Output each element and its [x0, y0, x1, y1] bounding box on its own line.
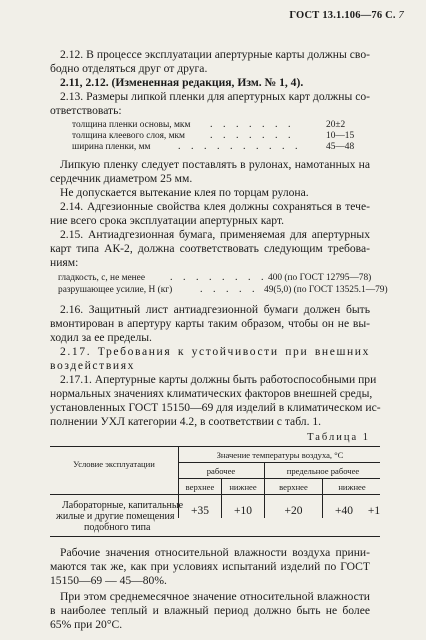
spec-label: гладкость, с, не менее: [58, 273, 146, 283]
table-cell: +10: [234, 505, 252, 517]
spec-label: разрушающее усилие, Н (кг): [58, 285, 173, 295]
text-line: 2.15. Антиадгезионная бумага, применяемая для апертурных: [60, 228, 370, 241]
lower-header: нижнее: [229, 482, 257, 492]
text-line: При этом среднемесячное значение относительной влажности: [60, 590, 370, 603]
page-number: 7: [398, 10, 404, 21]
section-heading: воздействиях: [50, 359, 136, 372]
leader-dots: . . . . . . . . . .: [178, 141, 302, 152]
text-line: ниям:: [50, 256, 79, 269]
text-line: 2.17.1. Апертурные карты должны быть работоспособными при: [60, 373, 377, 386]
spec-label: толщина клеевого слоя, мкм: [72, 131, 185, 141]
text-line: ходил за ее пределы.: [50, 331, 152, 344]
table-cell: +35: [191, 505, 209, 517]
text-line: карт типа АК-2, должна соответствовать следующим требова-: [50, 242, 370, 255]
table-rule: [178, 462, 380, 463]
leader-dots: . . . . . . .: [210, 130, 295, 141]
text-line: ответствовать:: [50, 104, 122, 117]
upper-header: верхнее: [185, 482, 215, 492]
text-line: 2.16. Защитный лист антиадгезионной бумаги должен быть: [60, 303, 370, 316]
text-line: ние всего срока эксплуатации апертурных карт.: [50, 214, 285, 227]
text-line: бодно отделяться друг от друга.: [50, 62, 208, 75]
leader-dots: . . . . . . .: [210, 119, 295, 130]
table-rule: [264, 462, 265, 518]
text-line: нормальных значениях климатических факторов внешней среды,: [50, 387, 373, 400]
amendment-note: 2.11, 2.12. (Измененная редакция, Изм. № 1, 4).: [60, 76, 304, 89]
table-cell: +40: [335, 505, 353, 517]
text-line: 2.12. В процессе эксплуатации апертурные карты должны сво-: [60, 48, 370, 61]
leader-dots: . . . . . . . .: [170, 272, 268, 283]
temperature-header: Значение температуры воздуха, °С: [216, 450, 344, 460]
table-rule: [322, 478, 323, 518]
table-rule: [50, 536, 380, 537]
table-rule: [221, 478, 222, 518]
upper-header: верхнее: [279, 482, 308, 492]
row-label: подобного типа: [84, 522, 151, 533]
table-rule: [178, 478, 380, 479]
text-line: вмонтирован в апертуру карты таким образом, чтобы он не вы-: [50, 317, 370, 330]
text-line: сердечник диаметром 25 мм.: [50, 172, 193, 185]
text-line: 2.14. Адгезионные свойства клея должны сохраняться в тече-: [60, 200, 370, 213]
text-line: 15150—69 — 45—80%.: [50, 574, 167, 587]
text-line: Не допускается вытекание клея по торцам рулона.: [60, 186, 309, 199]
table-rule: [50, 494, 380, 495]
text-line: установленных ГОСТ 15150—69 для изделий в климатическом ис-: [50, 401, 381, 414]
text-line: Рабочие значения относительной влажности воздуха прини-: [60, 546, 370, 559]
table-title: Таблица 1: [307, 432, 370, 443]
row-label: Лабораторные, капитальные: [62, 500, 184, 511]
table-cell: +1: [367, 505, 381, 517]
text-line: полнении УХЛ категории 4.2, в соответствии с табл. 1.: [50, 415, 322, 428]
spec-value: 45—48: [326, 142, 355, 152]
standard-number: ГОСТ 13.1.106—76 С.: [289, 10, 396, 21]
section-heading: 2.17. Требования к устойчивости при внешних: [60, 345, 370, 358]
condition-header: Условие эксплуатации: [73, 459, 155, 469]
spec-label: толщина пленки основы, мкм: [72, 120, 191, 130]
spec-label: ширина пленки, мм: [72, 142, 151, 152]
text-line: Липкую пленку следует поставлять в рулонах, намотанных на: [60, 158, 370, 171]
text-line: маются так же, как при условиях испытаний изделий по ГОСТ: [50, 560, 370, 573]
text-line: в наиболее теплый и влажный период должно быть не более: [50, 604, 370, 617]
text-line: 65% при 20°С.: [50, 618, 123, 631]
table-cell: +20: [284, 505, 303, 517]
leader-dots: . . . . .: [200, 284, 259, 295]
table-rule: [50, 446, 380, 447]
spec-value: 10—15: [326, 131, 355, 141]
spec-value: 49(5,0) (по ГОСТ 13525.1—79): [264, 285, 388, 295]
limit-header: предельное рабочее: [286, 466, 360, 476]
lower-header: нижнее: [338, 482, 366, 492]
spec-value: 400 (по ГОСТ 12795—78): [268, 273, 372, 283]
spec-value: 20±2: [326, 120, 346, 130]
row-label: жилые и другие помещения: [56, 511, 175, 522]
text-line: 2.13. Размеры липкой пленки для апертурных карт должны со-: [60, 90, 370, 103]
page-header: [289, 10, 404, 21]
working-header: рабочее: [206, 466, 236, 476]
